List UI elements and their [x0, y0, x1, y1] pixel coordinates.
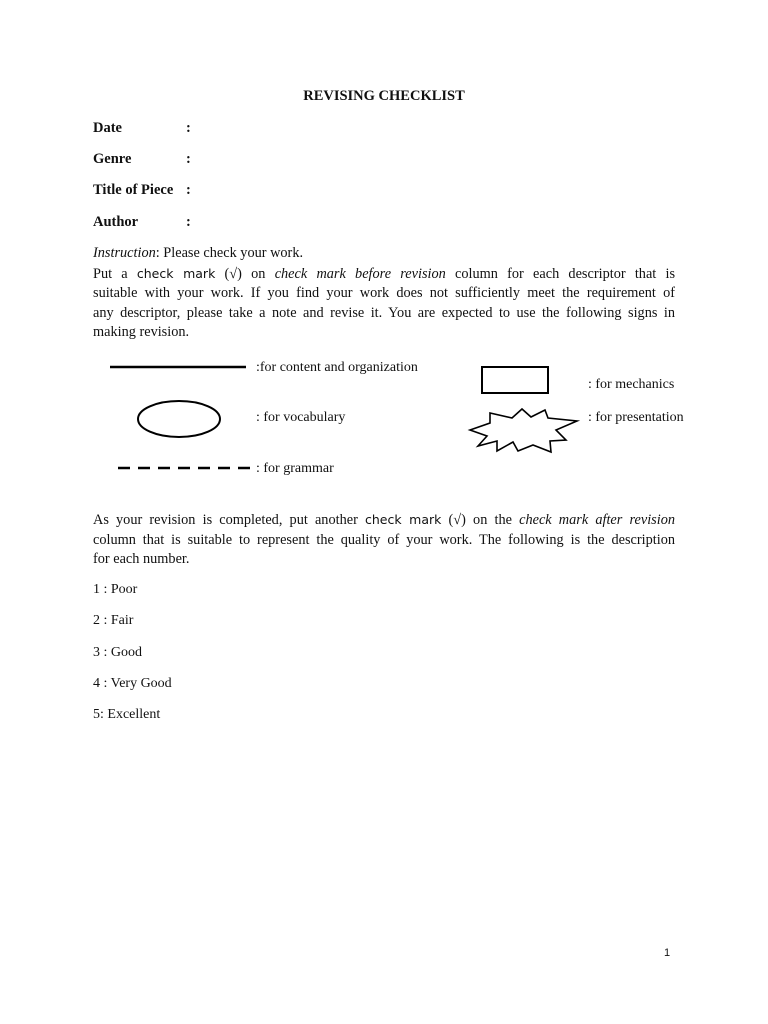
after-line-2: column that is suitable to represent the quality of your work. The following is the description — [93, 531, 675, 548]
instruction-text: : Please check your work. — [155, 245, 304, 261]
legend-mechanics: : for mechanics — [588, 377, 675, 392]
instruction-check-symbol: (√) — [224, 265, 242, 282]
score-item: 2 : Fair — [93, 613, 134, 628]
field-colon-genre: : — [186, 151, 191, 167]
instruction-line-4: making revision. — [93, 324, 190, 340]
instruction-on: on — [251, 265, 266, 282]
after-check-symbol: (√) — [448, 512, 466, 528]
after-revision-paragraph — [93, 510, 675, 570]
instruction-line-2: suitable with your work. If you find your work does not sufficiently meet the requirement of — [93, 285, 675, 301]
field-colon-date: : — [186, 120, 191, 136]
instruction-rest-line1: column for each descriptor that is — [455, 265, 676, 282]
vocabulary-ellipse-icon — [138, 401, 220, 437]
field-colon-author: : — [186, 214, 191, 230]
legend-content-organization: :for content and organization — [256, 360, 418, 375]
after-part1: As your revision is completed, put another — [93, 512, 358, 528]
score-item: 5: Excellent — [93, 707, 161, 722]
legend-presentation: : for presentation — [588, 410, 684, 425]
score-item: 1 : Poor — [93, 582, 138, 597]
after-line-3: for each number. — [93, 551, 190, 567]
mechanics-box-icon — [482, 367, 548, 393]
field-label-title-of-piece: Title of Piece — [93, 182, 174, 198]
field-label-date: Date — [93, 120, 122, 136]
after-check-mark: check mark — [365, 512, 442, 527]
field-label-author: Author — [93, 214, 139, 230]
legend-vocabulary: : for vocabulary — [256, 410, 346, 425]
instruction-label: Instruction — [93, 245, 156, 261]
page-title: REVISING CHECKLIST — [303, 88, 465, 104]
instruction-check-mark: check mark — [136, 265, 216, 281]
after-line-1 — [93, 510, 675, 531]
instruction-put-a: Put a — [93, 265, 128, 282]
after-part2: on the — [473, 512, 512, 528]
field-label-genre: Genre — [93, 151, 132, 167]
legend-grammar: : for grammar — [256, 461, 334, 476]
field-colon-title-of-piece: : — [186, 182, 191, 198]
instruction-line-3: any descriptor, please take a note and revise it. You are expected to use the following signs in — [93, 304, 675, 321]
instruction-before-column: check mark before revision — [274, 265, 446, 282]
page-number: 1 — [664, 947, 671, 959]
presentation-burst-icon — [470, 409, 577, 452]
after-column-label: check mark after revision — [519, 512, 676, 528]
score-item: 4 : Very Good — [93, 676, 172, 691]
score-item: 3 : Good — [93, 645, 142, 660]
